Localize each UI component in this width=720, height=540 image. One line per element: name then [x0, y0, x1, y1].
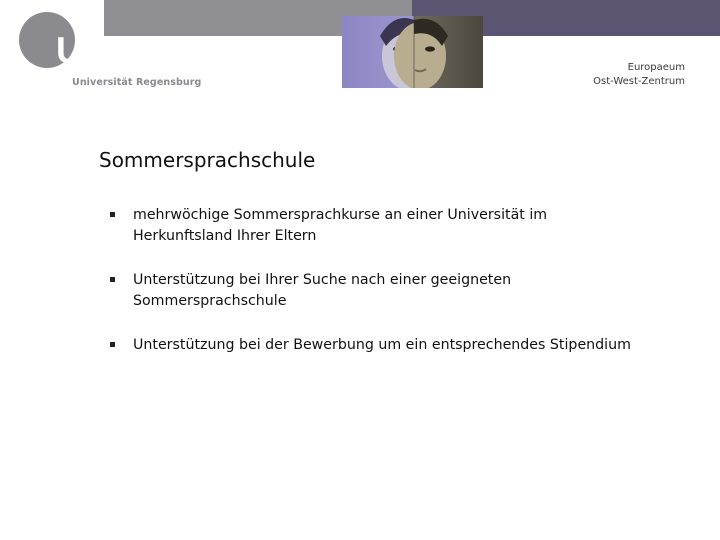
svg-text:UR: UR — [56, 30, 110, 71]
bullet-list — [110, 205, 650, 379]
portrait-image — [342, 16, 483, 88]
bullet-text: Unterstützung bei Ihrer Suche nach einer geeigneten Sommersprachschule — [133, 272, 512, 309]
bullet-item — [110, 205, 650, 247]
square-bullet-icon — [110, 342, 115, 347]
institute-line-1: Europaeum — [627, 62, 685, 73]
institute-line-2: Ost-West-Zentrum — [593, 76, 685, 87]
ur-logo-icon — [18, 10, 208, 74]
slide-title: Sommersprachschule — [99, 148, 316, 172]
university-logo — [18, 10, 208, 94]
bullet-text: mehrwöchige Sommersprachkurse an einer Universität im Herkunftsland Ihrer Eltern — [133, 207, 548, 244]
logo-subtitle: Universität Regensburg — [72, 77, 202, 88]
bullet-text: Unterstützung bei der Bewerbung um ein entsprechendes Stipendium — [133, 337, 631, 353]
institute-name — [593, 61, 685, 89]
square-bullet-icon — [110, 212, 115, 217]
square-bullet-icon — [110, 277, 115, 282]
bullet-item — [110, 270, 650, 312]
bullet-item — [110, 335, 650, 356]
